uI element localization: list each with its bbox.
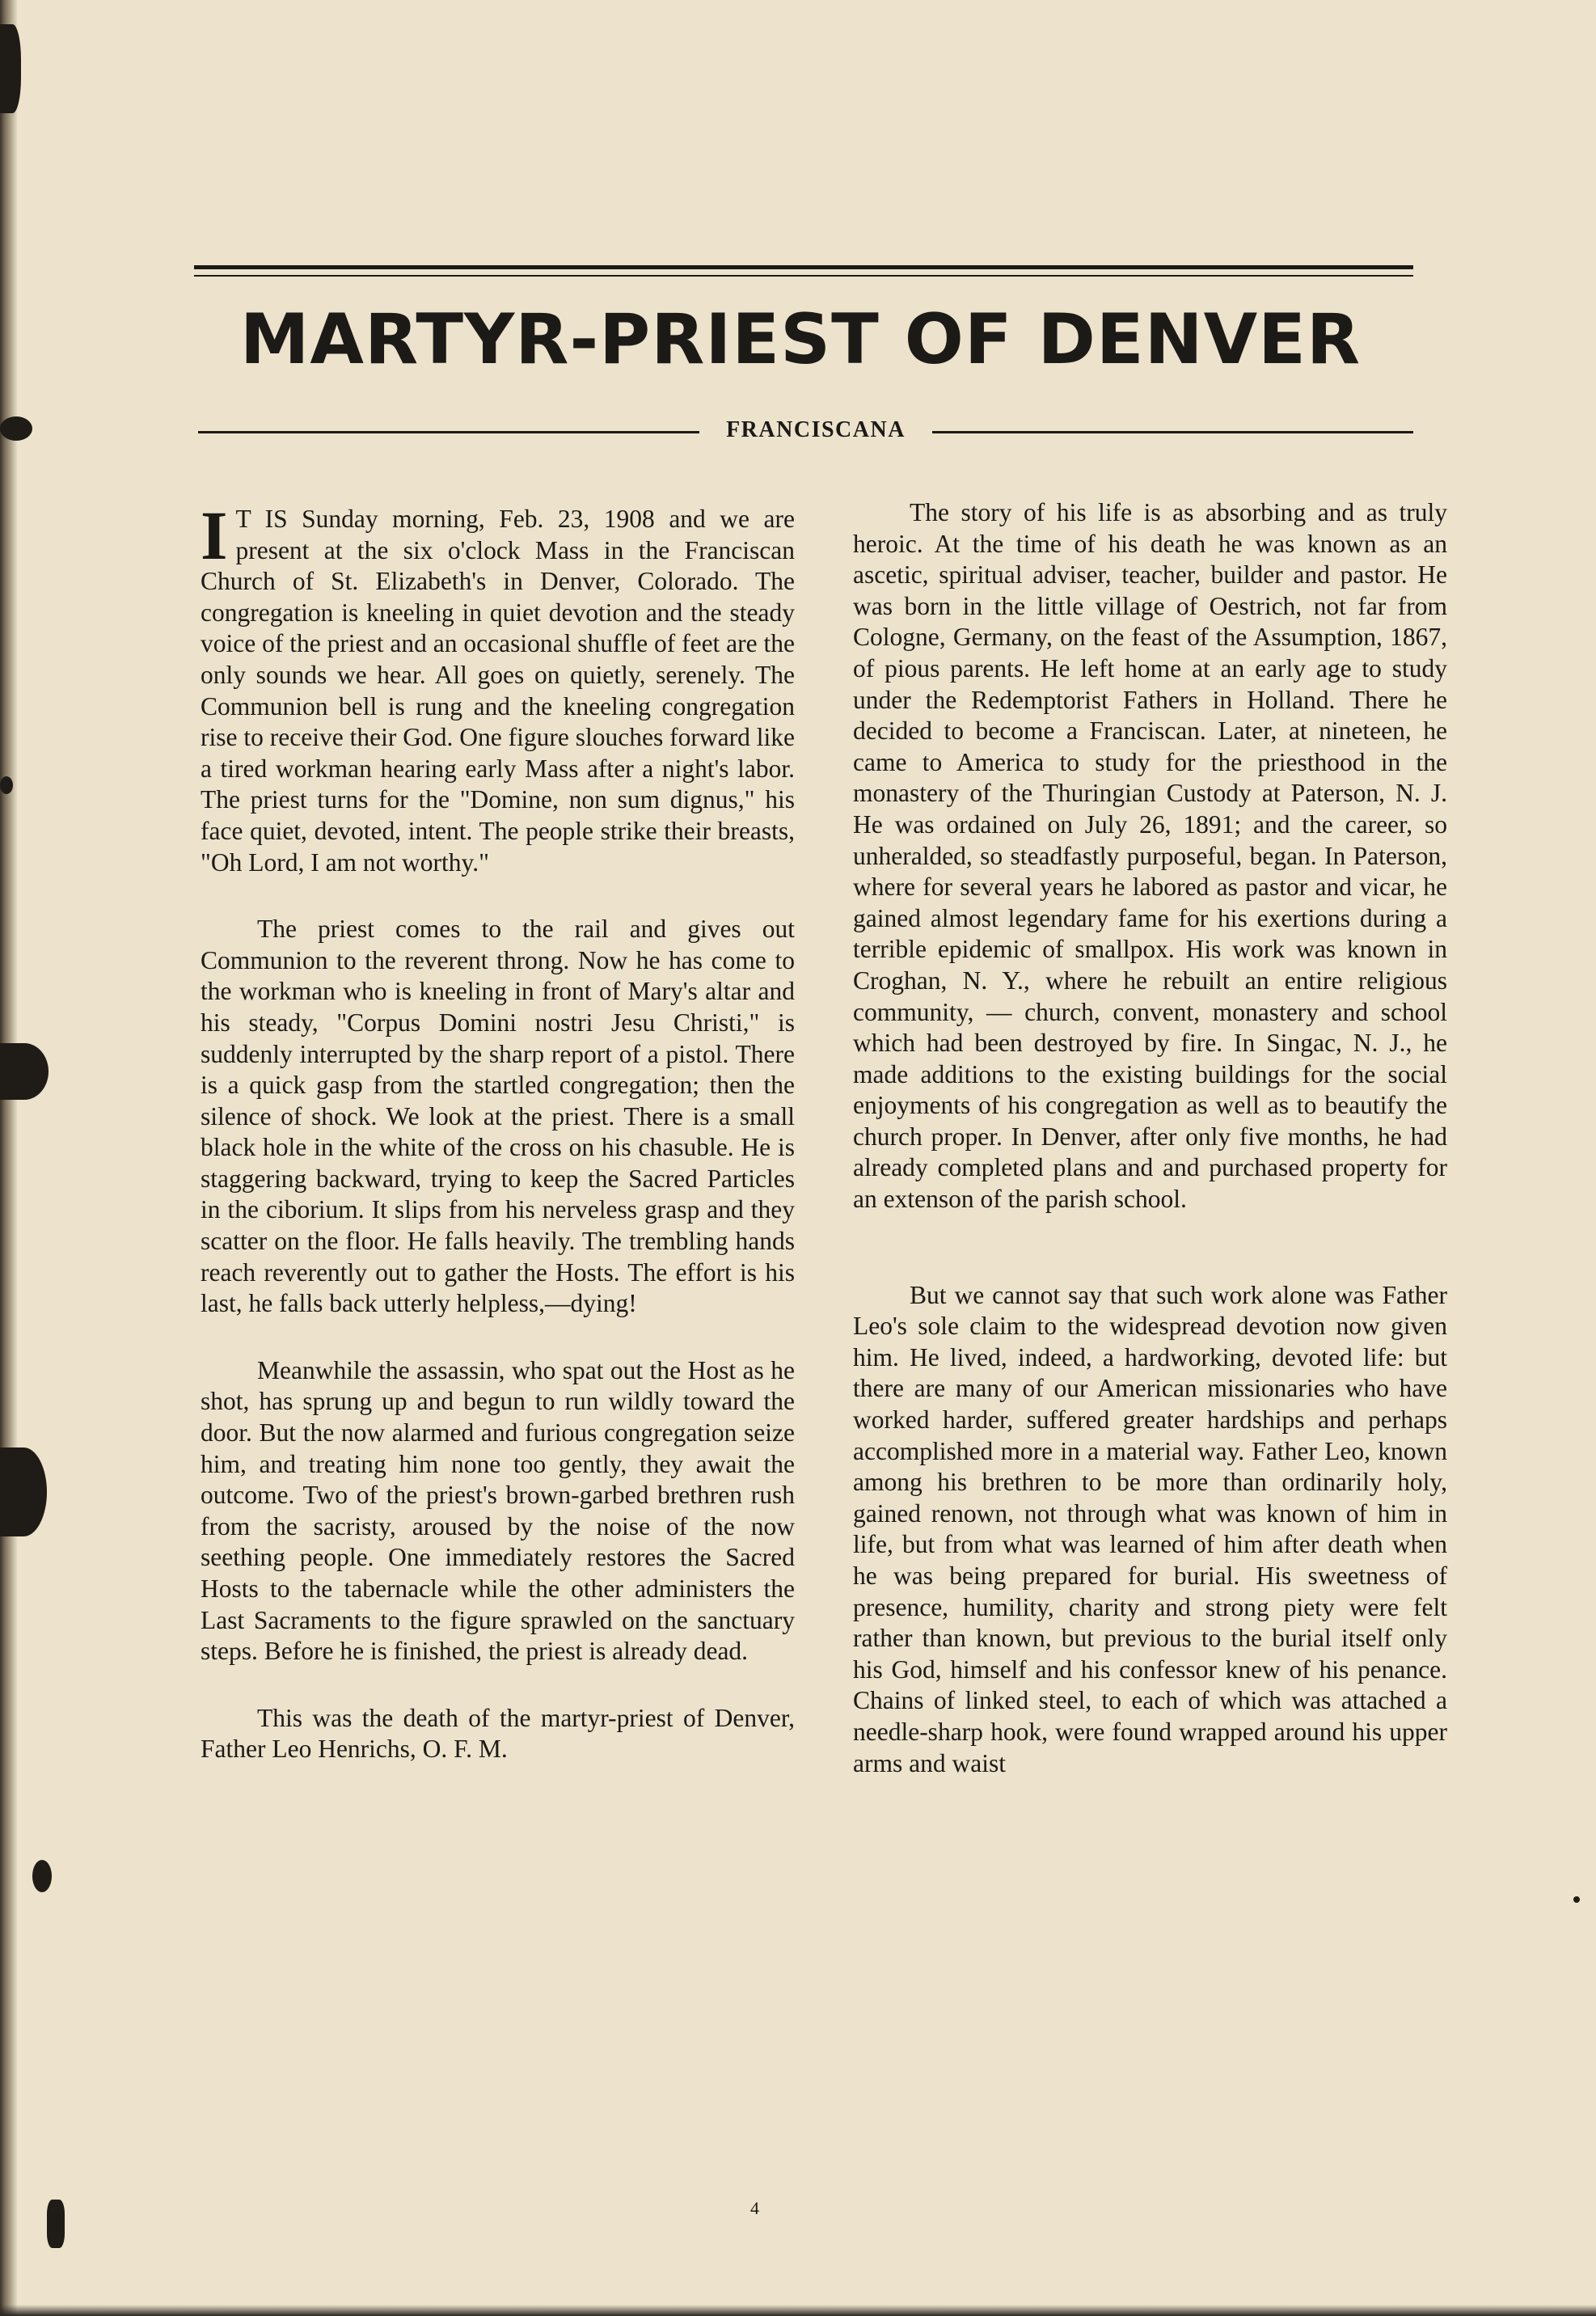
byline-rule-right [932,431,1413,433]
page-binding-edge [0,0,18,2316]
binding-hole [0,24,21,113]
page-bottom-edge [0,2305,1596,2316]
article-title: MARTYR-PRIEST OF DENVER [239,299,1362,380]
drop-cap: I [201,497,228,574]
binding-hole [0,416,32,441]
binding-hole [0,776,13,794]
binding-hole [47,2200,65,2248]
article-byline: FRANCISCANA [726,417,906,442]
paragraph: But we cannot say that such work alone was Father Leo's sole claim to the widespread devotion now given him. He lived, indeed, a hardworking, devoted life: but there are many of our American missionaries who have worked harder, suffered greater hardships and perhaps accomplished more in a material way. Father Leo, known among his brethren to be more than ordinarily holy, gained renown, not through what was known of him in life, but from what was learned of him after death when he was being prepared for burial. His sweetness of presence, humility, charity and strong piety were felt rather than known, but previous to the burial itself only his God, himself and his confessor knew of his penance. Chains of linked steel, to each of which was attached a needle-sharp hook, were found wrapped around his upper arms and waist [853,1280,1447,1777]
header-rule-second [194,275,1413,277]
paragraph: This was the death of the martyr-priest of Denver, Father Leo Henrichs, O. F. M. [201,1703,795,1764]
paragraph: Meanwhile the assassin, who spat out the Host as he shot, has sprung up and begun to run wildly toward the door. But the now alarmed and furious congregation seize him, and treating him none too gently, they await the outcome. Two of the priest's brown-garbed brethren rush from the sacristy, aroused by the noise of the now seething people. One immediately restores the Sacred Hosts to the tabernacle while the other administers the Last Sacraments to the figure sprawled on the sanctuary steps. Before he is finished, the priest is already dead. [201,1355,795,1666]
right-column [853,497,1447,1779]
header-rule-top [194,265,1413,269]
left-column [201,497,795,1765]
binding-hole [0,1043,49,1100]
binding-hole [32,1860,52,1892]
page-mark: 4 [750,2198,759,2218]
binding-hole [1573,1896,1580,1903]
paragraph: The story of his life is as absorbing and as truly heroic. At the time of his death he was known as an ascetic, spiritual adviser, teacher, builder and pastor. He was born in the little village of Oestrich, not far from Cologne, Germany, on the feast of the Assumption, 1867, of pious parents. He left home at an early age to study under the Redemptorist Fathers in Holland. There he decided to become a Franciscan. Later, at nineteen, he came to America to study for the priesthood in the monastery of the Thuringian Custody at Paterson, N. J. He was ordained on July 26, 1891; and the career, so unheralded, so steadfastly purposeful, began. In Paterson, where for several years he labored as pastor and vicar, he gained almost legendary fame for his exertions during a terrible epidemic of smallpox. His work was known in Croghan, N. Y., where he rebuilt an entire religious community, — church, convent, monastery and school which had been destroyed by fire. In Singac, N. J., he made additions to the existing buildings for the social enjoyments of his congregation as well as to beautify the church proper. In Denver, after only five months, he had already completed plans and and purchased property for an extenson of the parish school. [853,498,1447,1214]
byline-rule-left [198,431,699,433]
paragraph-text: T IS Sunday morning, Feb. 23, 1908 and we are present at the six o'clock Mass in the Franciscan Church of St. Elizabeth's in Denver, Colorado. The congregation is kneeling in quiet devotion and the steady voice of the priest and an occasional shuffle of feet are the only sounds we hear. All goes on quietly, serenely. The Communion bell is rung and the kneeling congregation rise to receive their God. One figure slouches forward like a tired workman hearing early Mass after a night's labor. The priest turns for the "Domine, non sum dignus," his face quiet, devoted, intent. The people strike their breasts, "Oh Lord, I am not worthy." [201,505,795,877]
paragraph: The priest comes to the rail and gives out Communion to the reverent throng. Now he has come to the workman who is kneeling in front of Mary's altar and his steady, "Corpus Domini nostri Jesu Christi," is suddenly interrupted by the sharp report of a pistol. There is a quick gasp from the startled congregation; then the silence of shock. We look at the priest. There is a small black hole in the white of the cross on his chasuble. He is staggering backward, trying to keep the Sacred Particles in the ciborium. It slips from his nerveless grasp and they scatter on the floor. He falls heavily. The trembling hands reach reverently out to gather the Hosts. The effort is his last, he falls back utterly helpless,—dying! [201,915,795,1318]
paragraph [201,497,795,878]
binding-hole [0,1448,47,1536]
